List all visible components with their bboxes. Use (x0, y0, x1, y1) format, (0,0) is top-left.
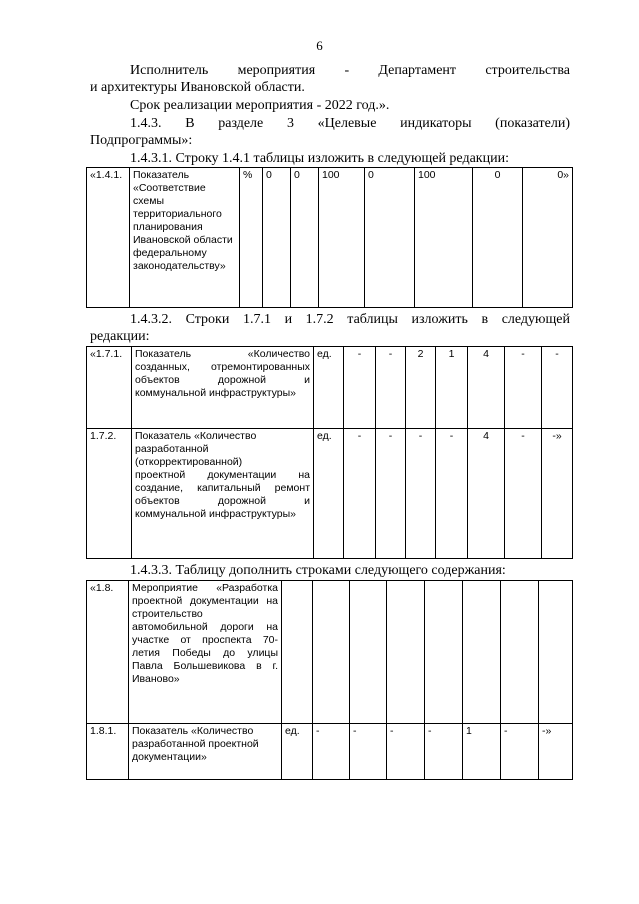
value-cell: - (344, 347, 376, 429)
value-cell: - (542, 347, 573, 429)
value-cell: - (406, 429, 436, 559)
value-cell (313, 581, 350, 724)
value-cell: - (344, 429, 376, 559)
table-row (87, 347, 573, 429)
row-number: 1.7.2. (87, 429, 132, 559)
paragraph-1-4-3-2-line-1: 1.4.3.2. Строки 1.7.1 и 1.7.2 таблицы изложить в следующей (130, 312, 570, 327)
value-cell: 0 (365, 168, 415, 308)
unit-cell: ед. (314, 429, 344, 559)
paragraph-1-4-3-1: 1.4.3.1. Строку 1.4.1 таблицы изложить в следующей редакции: (130, 151, 509, 166)
value-cell: - (436, 429, 468, 559)
unit-cell: % (240, 168, 263, 308)
table-rows-1-7 (86, 346, 573, 559)
row-number: «1.7.1. (87, 347, 132, 429)
page-number: 6 (316, 38, 323, 53)
value-cell: -» (539, 724, 573, 780)
value-cell: - (376, 429, 406, 559)
section-heading-line-2: Подпрограммы»: (90, 133, 193, 148)
value-cell: - (505, 429, 542, 559)
value-cell: - (313, 724, 350, 780)
paragraph-1-4-3-2-line-2: редакции: (90, 329, 150, 344)
measure-name: Мероприятие «Разработка проектной документации на строительство автомобильной дороги на участке от проспекта 70-летия Победы до улицы Павла Большевикова в г. Иваново» (129, 581, 282, 724)
indicator-name: Показатель «Количество созданных, отремонтированных объектов дорожной и коммунальной инфраструктуры» (132, 347, 314, 429)
value-cell: 1 (436, 347, 468, 429)
table-row (87, 581, 573, 724)
indicator-name-line-1: Показатель «Количество разработанной (откорректированной) (135, 430, 257, 468)
indicator-name: Показатель «Соответствие схемы территориального планирования Ивановской области федеральному законодательству» (130, 168, 240, 308)
value-cell (350, 581, 387, 724)
value-cell: 1 (463, 724, 501, 780)
indicator-name-line-2: проектной документации на создание, капитальный ремонт объектов дорожной и коммунальной инфраструктуры» (135, 469, 310, 520)
value-cell: - (350, 724, 387, 780)
unit-cell: ед. (314, 347, 344, 429)
value-cell: - (501, 724, 539, 780)
table-rows-1-8 (86, 580, 573, 780)
table-row-1-4-1 (86, 167, 573, 308)
value-cell: - (425, 724, 463, 780)
value-cell (387, 581, 425, 724)
executor-line-1: Исполнитель мероприятия - Департамент строительства (130, 63, 570, 78)
value-cell: 2 (406, 347, 436, 429)
unit-cell (282, 581, 313, 724)
value-cell: 100 (319, 168, 365, 308)
row-number: «1.8. (87, 581, 129, 724)
deadline-text: Срок реализации мероприятия - 2022 год.». (130, 98, 390, 113)
value-cell (463, 581, 501, 724)
value-cell (501, 581, 539, 724)
value-cell: 0 (291, 168, 319, 308)
value-cell: 100 (415, 168, 473, 308)
paragraph-1-4-3-3: 1.4.3.3. Таблицу дополнить строками следующего содержания: (130, 563, 506, 578)
table-row (87, 168, 573, 308)
value-cell: 0 (473, 168, 523, 308)
value-cell: - (505, 347, 542, 429)
value-cell: - (376, 347, 406, 429)
value-cell: 4 (468, 347, 505, 429)
row-number: «1.4.1. (87, 168, 130, 308)
value-cell: 0» (523, 168, 573, 308)
value-cell: - (387, 724, 425, 780)
value-cell (425, 581, 463, 724)
section-heading-line-1: 1.4.3. В разделе 3 «Целевые индикаторы (показатели) (130, 116, 570, 131)
value-cell (539, 581, 573, 724)
indicator-name (132, 429, 314, 559)
table-row (87, 429, 573, 559)
row-number: 1.8.1. (87, 724, 129, 780)
value-cell: -» (542, 429, 573, 559)
executor-line-2: и архитектуры Ивановской области. (90, 80, 305, 95)
value-cell: 0 (263, 168, 291, 308)
indicator-name: Показатель «Количество разработанной проектной документации» (129, 724, 282, 780)
table-row (87, 724, 573, 780)
value-cell: 4 (468, 429, 505, 559)
unit-cell: ед. (282, 724, 313, 780)
